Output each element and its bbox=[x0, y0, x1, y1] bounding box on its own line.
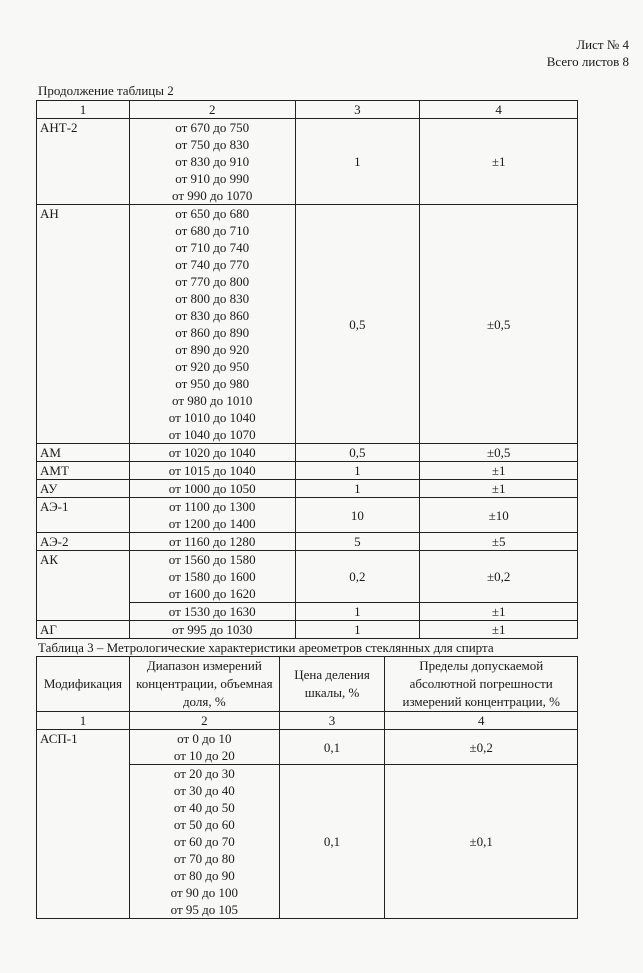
model-cell: АУ bbox=[37, 480, 130, 498]
table-row bbox=[37, 551, 578, 603]
model-cell: АМ bbox=[37, 444, 130, 462]
range-line: от 920 до 950 bbox=[175, 359, 250, 374]
sheet-total: Всего листов 8 bbox=[546, 54, 629, 69]
table-row bbox=[37, 621, 578, 639]
division-cell: 1 bbox=[295, 119, 420, 205]
division-cell: 1 bbox=[295, 621, 420, 639]
range-line: от 90 до 100 bbox=[170, 885, 238, 900]
division-cell: 0,1 bbox=[279, 730, 385, 765]
range-cell bbox=[129, 119, 295, 205]
table3-number-cell: 4 bbox=[385, 712, 578, 730]
range-cell bbox=[129, 462, 295, 480]
model-cell: АМТ bbox=[37, 462, 130, 480]
table2-header-cell: 4 bbox=[420, 101, 578, 119]
error-cell: ±1 bbox=[420, 462, 578, 480]
range-cell bbox=[129, 603, 295, 621]
range-line: от 1020 до 1040 bbox=[168, 445, 256, 460]
error-cell: ±0,5 bbox=[420, 205, 578, 444]
model-cell: АСП-1 bbox=[37, 730, 130, 919]
range-line: от 40 до 50 bbox=[173, 800, 235, 815]
error-cell: ±1 bbox=[420, 621, 578, 639]
error-cell: ±1 bbox=[420, 119, 578, 205]
table3-header-cell: Пределы допускаемой абсолютной погрешности измерений концентрации, % bbox=[385, 657, 578, 712]
table2 bbox=[36, 100, 578, 639]
table2-header-cell: 2 bbox=[129, 101, 295, 119]
table-row bbox=[37, 480, 578, 498]
division-cell: 10 bbox=[295, 498, 420, 533]
table2-header-cell: 1 bbox=[37, 101, 130, 119]
range-line: от 1580 до 1600 bbox=[168, 569, 256, 584]
division-cell: 1 bbox=[295, 480, 420, 498]
range-line: от 890 до 920 bbox=[175, 342, 250, 357]
model-cell: АНТ-2 bbox=[37, 119, 130, 205]
range-cell bbox=[129, 765, 279, 919]
range-line: от 670 до 750 bbox=[175, 120, 250, 135]
model-cell: АН bbox=[37, 205, 130, 444]
table3-header-cell: Диапазон измерений концентрации, объемная доля, % bbox=[129, 657, 279, 712]
model-cell: АГ bbox=[37, 621, 130, 639]
table3 bbox=[36, 656, 578, 919]
table-row bbox=[37, 119, 578, 205]
range-line: от 1000 до 1050 bbox=[168, 481, 256, 496]
error-cell: ±0,1 bbox=[385, 765, 578, 919]
range-cell bbox=[129, 498, 295, 533]
range-cell bbox=[129, 533, 295, 551]
range-line: от 50 до 60 bbox=[173, 817, 235, 832]
range-line: от 830 до 860 bbox=[175, 308, 250, 323]
range-line: от 770 до 800 bbox=[175, 274, 250, 289]
error-cell: ±0,5 bbox=[420, 444, 578, 462]
range-cell bbox=[129, 551, 295, 603]
range-line: от 1015 до 1040 bbox=[168, 463, 256, 478]
model-cell: АЭ-2 bbox=[37, 533, 130, 551]
table3-header-row bbox=[37, 657, 578, 712]
range-cell bbox=[129, 621, 295, 639]
range-line: от 680 до 710 bbox=[175, 223, 250, 238]
error-cell: ±1 bbox=[420, 603, 578, 621]
range-line: от 750 до 830 bbox=[175, 137, 250, 152]
error-cell: ±0,2 bbox=[385, 730, 578, 765]
range-line: от 1530 до 1630 bbox=[168, 604, 256, 619]
sheet-info bbox=[547, 36, 629, 70]
sheet-number: Лист № 4 bbox=[576, 37, 629, 52]
division-cell: 1 bbox=[295, 603, 420, 621]
table-row bbox=[37, 205, 578, 444]
range-line: от 1600 до 1620 bbox=[168, 586, 256, 601]
table2-caption: Продолжение таблицы 2 bbox=[38, 83, 174, 98]
model-cell: АЭ-1 bbox=[37, 498, 130, 533]
range-line: от 980 до 1010 bbox=[172, 393, 253, 408]
table2-header-cell: 3 bbox=[295, 101, 420, 119]
range-line: от 1010 до 1040 bbox=[168, 410, 256, 425]
range-cell bbox=[129, 205, 295, 444]
range-line: от 1040 до 1070 bbox=[168, 427, 256, 442]
range-line: от 1160 до 1280 bbox=[169, 534, 256, 549]
division-cell: 0,2 bbox=[295, 551, 420, 603]
range-line: от 20 до 30 bbox=[173, 766, 235, 781]
error-cell: ±0,2 bbox=[420, 551, 578, 603]
division-cell: 0,5 bbox=[295, 205, 420, 444]
range-line: от 30 до 40 bbox=[173, 783, 235, 798]
table2-header-row bbox=[37, 101, 578, 119]
range-cell bbox=[129, 444, 295, 462]
range-line: от 1100 до 1300 bbox=[169, 499, 256, 514]
table3-number-cell: 2 bbox=[129, 712, 279, 730]
error-cell: ±5 bbox=[420, 533, 578, 551]
range-line: от 740 до 770 bbox=[175, 257, 250, 272]
table-row bbox=[37, 498, 578, 533]
model-cell: АК bbox=[37, 551, 130, 621]
range-line: от 650 до 680 bbox=[175, 206, 250, 221]
division-cell: 0,1 bbox=[279, 765, 385, 919]
range-line: от 860 до 890 bbox=[175, 325, 250, 340]
range-line: от 1200 до 1400 bbox=[168, 516, 256, 531]
table3-number-cell: 1 bbox=[37, 712, 130, 730]
table3-header-cell: Модификация bbox=[37, 657, 130, 712]
table3-caption: Таблица 3 – Метрологические характеристики ареометров стеклянных для спирта bbox=[38, 640, 494, 655]
table3-body bbox=[37, 730, 578, 919]
range-line: от 60 до 70 bbox=[173, 834, 235, 849]
range-line: от 800 до 830 bbox=[175, 291, 250, 306]
table3-number-cell: 3 bbox=[279, 712, 385, 730]
range-line: от 95 до 105 bbox=[170, 902, 238, 917]
table-row bbox=[37, 533, 578, 551]
table-row bbox=[37, 462, 578, 480]
table-row bbox=[37, 444, 578, 462]
range-line: от 830 до 910 bbox=[175, 154, 250, 169]
range-line: от 710 до 740 bbox=[175, 240, 250, 255]
range-cell bbox=[129, 730, 279, 765]
range-line: от 910 до 990 bbox=[175, 171, 250, 186]
division-cell: 1 bbox=[295, 462, 420, 480]
range-line: от 990 до 1070 bbox=[172, 188, 253, 203]
table3-number-row bbox=[37, 712, 578, 730]
range-line: от 70 до 80 bbox=[173, 851, 235, 866]
table-row bbox=[37, 730, 578, 765]
range-line: от 950 до 980 bbox=[175, 376, 250, 391]
range-line: от 80 до 90 bbox=[173, 868, 235, 883]
table3-header-cell: Цена деления шкалы, % bbox=[279, 657, 385, 712]
error-cell: ±10 bbox=[420, 498, 578, 533]
range-line: от 1560 до 1580 bbox=[168, 552, 256, 567]
error-cell: ±1 bbox=[420, 480, 578, 498]
range-cell bbox=[129, 480, 295, 498]
division-cell: 0,5 bbox=[295, 444, 420, 462]
range-line: от 995 до 1030 bbox=[172, 622, 253, 637]
division-cell: 5 bbox=[295, 533, 420, 551]
table2-body bbox=[37, 119, 578, 639]
range-line: от 10 до 20 bbox=[173, 748, 235, 763]
range-line: от 0 до 10 bbox=[177, 731, 232, 746]
